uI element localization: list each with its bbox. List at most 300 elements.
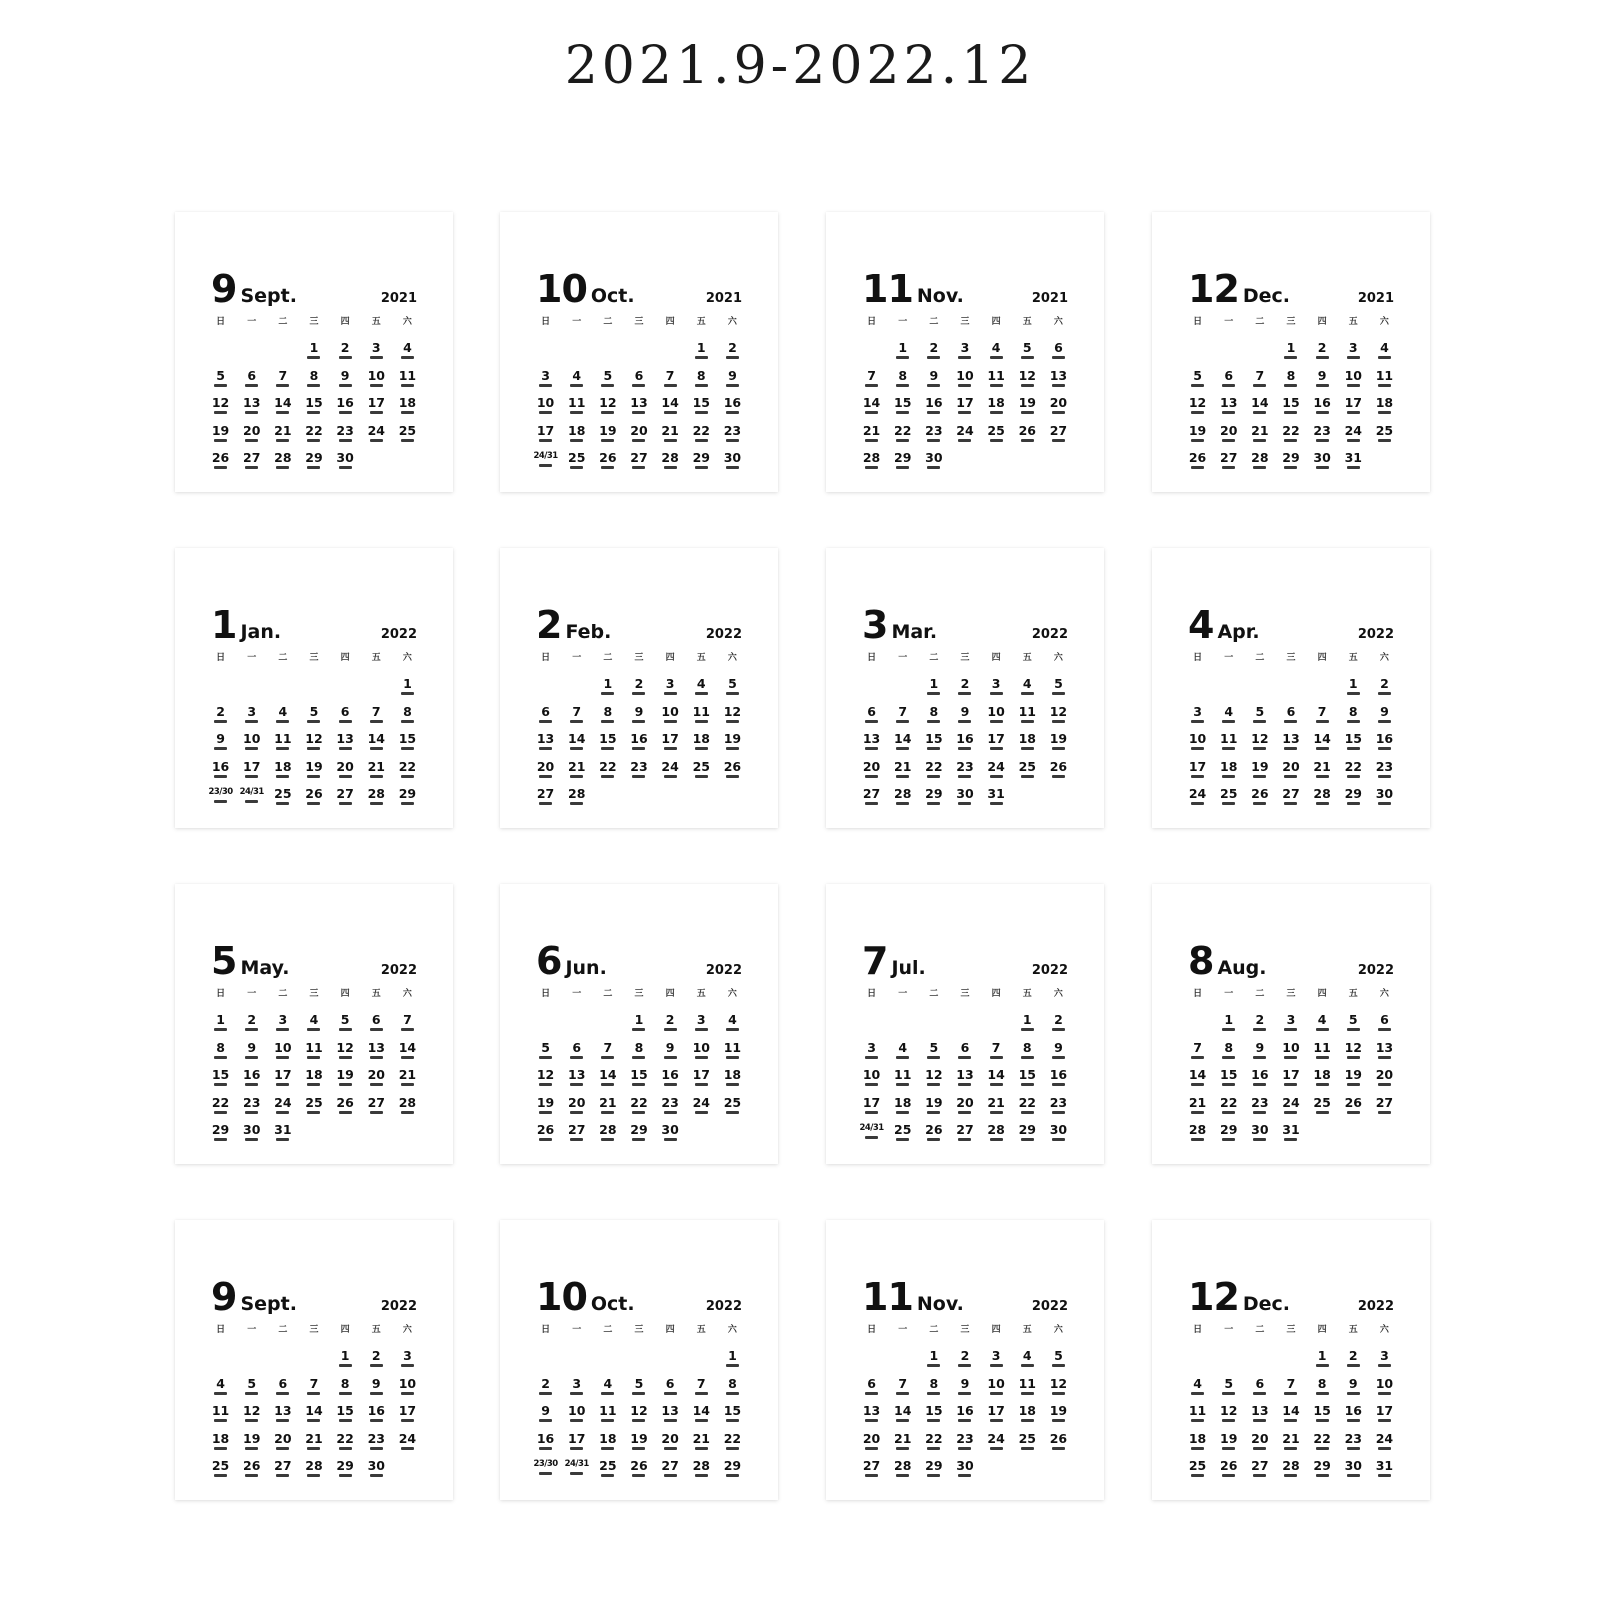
weekday-label: 日 xyxy=(541,1325,551,1335)
day-cell xyxy=(1275,368,1306,395)
lunar-date-mark xyxy=(1253,1028,1266,1031)
month-header xyxy=(211,936,417,983)
weekday-label: 六 xyxy=(1379,317,1389,327)
day-cell xyxy=(1043,676,1074,703)
weekday-label: 四 xyxy=(665,653,675,663)
lunar-date-mark xyxy=(1347,775,1360,778)
lunar-date-mark xyxy=(896,1447,909,1450)
month-name: Jul. xyxy=(891,957,926,979)
lunar-date-mark xyxy=(570,384,583,387)
lunar-date-mark xyxy=(695,1056,708,1059)
week-row xyxy=(856,368,1074,395)
day-number: 18 xyxy=(894,1094,912,1110)
day-cell xyxy=(1043,1095,1074,1122)
day-number: 9 xyxy=(634,703,644,719)
day-number: 31 xyxy=(1375,1458,1394,1473)
day-number: 13 xyxy=(1282,731,1300,746)
lunar-date-mark xyxy=(339,411,352,414)
day-cell xyxy=(1338,1095,1369,1122)
day-number: 11 xyxy=(987,367,1005,383)
lunar-date-mark xyxy=(927,356,940,359)
day-number: 10 xyxy=(1188,731,1207,746)
lunar-date-mark xyxy=(958,720,971,723)
week-row xyxy=(856,340,1074,367)
month-card xyxy=(175,548,453,828)
day-cell xyxy=(623,676,654,703)
day-cell xyxy=(949,676,980,703)
lunar-date-mark xyxy=(1284,1056,1297,1059)
month-header xyxy=(862,600,1068,647)
day-cell xyxy=(1244,1040,1275,1067)
day-number: 2 xyxy=(340,340,350,355)
day-number: 24 xyxy=(1188,786,1207,801)
day-number: 21 xyxy=(692,1430,710,1446)
lunar-date-mark xyxy=(1021,1364,1034,1367)
day-cell xyxy=(918,731,949,758)
day-cell xyxy=(1275,759,1306,786)
lunar-date-mark xyxy=(601,1111,614,1114)
day-number: 28 xyxy=(274,450,292,465)
day-number: 17 xyxy=(987,1403,1005,1418)
week-row xyxy=(856,1067,1074,1094)
day-cell xyxy=(1244,368,1275,395)
day-number: 18 xyxy=(599,1430,617,1446)
weekday-label: 日 xyxy=(216,653,226,663)
day-cell xyxy=(949,1348,980,1375)
lunar-date-mark xyxy=(1191,1056,1204,1059)
day-number: 24 xyxy=(987,1430,1005,1446)
day-cell xyxy=(1213,704,1244,731)
day-cell xyxy=(592,1122,623,1149)
day-number: 25 xyxy=(1188,1458,1207,1473)
lunar-date-mark xyxy=(726,439,739,442)
week-row xyxy=(856,1403,1074,1430)
day-number: 17 xyxy=(1344,395,1362,410)
lunar-date-mark xyxy=(401,439,414,442)
lunar-date-mark xyxy=(990,692,1003,695)
day-number: 9 xyxy=(665,1039,675,1055)
weekday-label: 二 xyxy=(929,653,939,663)
day-cell xyxy=(298,1067,329,1094)
day-number: 24/31 xyxy=(859,1123,884,1133)
day-number: 14 xyxy=(274,395,292,410)
day-cell xyxy=(887,395,918,422)
day-cell xyxy=(236,368,267,395)
month-name: Oct. xyxy=(590,1293,635,1315)
day-number: 20 xyxy=(630,422,648,438)
week-row xyxy=(856,1012,1074,1039)
month-header xyxy=(1188,264,1394,311)
weekday-label: 三 xyxy=(309,1325,319,1335)
day-number: 29 xyxy=(1018,1122,1036,1137)
day-cell xyxy=(530,1095,561,1122)
weekday-label: 五 xyxy=(1348,653,1358,663)
day-cell xyxy=(949,1122,980,1149)
day-number: 5 xyxy=(1224,1375,1234,1391)
day-cell xyxy=(392,759,423,786)
lunar-date-mark xyxy=(539,720,552,723)
lunar-date-mark xyxy=(896,802,909,805)
lunar-date-mark xyxy=(570,747,583,750)
day-number: 26 xyxy=(630,1458,648,1473)
day-cell xyxy=(856,759,887,786)
lunar-date-mark xyxy=(1222,384,1235,387)
weekday-label: 二 xyxy=(929,989,939,999)
lunar-date-mark xyxy=(664,1419,677,1422)
day-cell xyxy=(887,1095,918,1122)
day-number: 26 xyxy=(925,1122,943,1137)
lunar-date-mark xyxy=(927,775,940,778)
lunar-date-mark xyxy=(990,1056,1003,1059)
lunar-date-mark xyxy=(401,1083,414,1086)
day-cell xyxy=(949,704,980,731)
day-cell xyxy=(361,368,392,395)
lunar-date-mark xyxy=(601,1419,614,1422)
day-number: 7 xyxy=(403,1012,412,1027)
lunar-date-mark xyxy=(245,1028,258,1031)
weekday-label: 二 xyxy=(603,989,613,999)
lunar-date-mark xyxy=(726,775,739,778)
day-number: 24 xyxy=(1282,1094,1300,1110)
day-number: 19 xyxy=(1188,422,1207,438)
lunar-date-mark xyxy=(245,775,258,778)
day-cell xyxy=(1275,676,1306,703)
lunar-date-mark xyxy=(664,439,677,442)
day-number: 17 xyxy=(956,395,974,410)
day-cell xyxy=(267,731,298,758)
lunar-date-mark xyxy=(1191,747,1204,750)
day-cell xyxy=(205,1095,236,1122)
lunar-date-mark xyxy=(1021,692,1034,695)
day-cell xyxy=(392,423,423,450)
day-number: 13 xyxy=(243,395,261,410)
lunar-date-mark xyxy=(865,384,878,387)
weekday-label: 四 xyxy=(1317,317,1327,327)
day-cell xyxy=(361,704,392,731)
day-cell xyxy=(623,1348,654,1375)
day-cell xyxy=(981,1403,1012,1430)
day-cell xyxy=(1012,450,1043,477)
month-year: 2022 xyxy=(705,1299,742,1314)
lunar-date-mark xyxy=(695,411,708,414)
day-cell xyxy=(1369,1095,1400,1122)
week-row xyxy=(856,759,1074,786)
day-cell xyxy=(561,731,592,758)
week-row xyxy=(1182,1040,1400,1067)
day-number: 28 xyxy=(398,1094,417,1110)
day-cell xyxy=(361,676,392,703)
day-cell xyxy=(623,1012,654,1039)
lunar-date-mark xyxy=(1052,720,1065,723)
day-number: 18 xyxy=(987,395,1005,410)
day-number: 26 xyxy=(1018,422,1036,438)
week-row xyxy=(856,704,1074,731)
lunar-date-mark xyxy=(632,1392,645,1395)
day-number: 23/30 xyxy=(533,1459,558,1469)
day-cell xyxy=(530,759,561,786)
day-number: 11 xyxy=(1220,731,1238,746)
day-number: 13 xyxy=(862,731,881,746)
day-cell xyxy=(361,1095,392,1122)
month-name: Sept. xyxy=(240,1293,297,1315)
day-cell xyxy=(361,1012,392,1039)
day-cell xyxy=(592,1348,623,1375)
day-cell xyxy=(330,423,361,450)
week-row xyxy=(856,786,1074,813)
day-number: 15 xyxy=(1313,1403,1331,1418)
lunar-date-mark xyxy=(339,1474,352,1477)
day-cell xyxy=(1369,1122,1400,1149)
day-number: 4 xyxy=(1380,340,1389,355)
day-cell xyxy=(1275,1122,1306,1149)
weekday-label: 五 xyxy=(1022,1325,1032,1335)
day-number: 3 xyxy=(696,1012,706,1027)
day-cell xyxy=(887,704,918,731)
day-number: 20 xyxy=(536,758,555,774)
day-number: 5 xyxy=(634,1375,644,1391)
day-cell xyxy=(717,1122,748,1149)
day-number: 6 xyxy=(665,1375,675,1391)
day-number: 7 xyxy=(696,1375,706,1391)
day-cell xyxy=(205,731,236,758)
day-number: 25 xyxy=(894,1122,912,1137)
day-number: 12 xyxy=(630,1403,648,1418)
day-cell xyxy=(1213,786,1244,813)
day-cell xyxy=(1182,704,1213,731)
day-cell xyxy=(1182,450,1213,477)
week-row xyxy=(530,1012,748,1039)
day-cell xyxy=(686,1122,717,1149)
day-number: 2 xyxy=(541,1375,550,1391)
month-header xyxy=(536,936,742,983)
day-number: 12 xyxy=(1018,367,1036,383)
lunar-date-mark xyxy=(990,356,1003,359)
day-number: 15 xyxy=(305,395,323,410)
lunar-date-mark xyxy=(276,1083,289,1086)
lunar-date-mark xyxy=(1284,439,1297,442)
day-number: 29 xyxy=(925,786,943,801)
day-number: 3 xyxy=(371,340,381,355)
week-row xyxy=(205,450,423,477)
day-cell xyxy=(267,1067,298,1094)
lunar-date-mark xyxy=(927,1392,940,1395)
lunar-date-mark xyxy=(1316,747,1329,750)
month-number xyxy=(211,603,282,647)
day-number: 10 xyxy=(398,1375,417,1391)
day-cell xyxy=(981,340,1012,367)
day-cell xyxy=(1275,1376,1306,1403)
day-number: 6 xyxy=(960,1039,970,1055)
day-number: 28 xyxy=(1188,1122,1207,1137)
month-number xyxy=(1188,939,1267,983)
day-number: 8 xyxy=(728,1375,737,1391)
day-cell xyxy=(1043,450,1074,477)
day-cell xyxy=(981,1348,1012,1375)
day-cell xyxy=(267,1458,298,1485)
lunar-date-mark xyxy=(896,1392,909,1395)
lunar-date-mark xyxy=(896,384,909,387)
day-cell xyxy=(361,1376,392,1403)
day-number: 17 xyxy=(692,1067,710,1082)
day-number: 13 xyxy=(336,731,354,746)
lunar-date-mark xyxy=(865,439,878,442)
day-number: 16 xyxy=(1313,395,1331,410)
lunar-date-mark xyxy=(1253,720,1266,723)
lunar-date-mark xyxy=(307,775,320,778)
day-number: 6 xyxy=(541,703,550,719)
day-number: 19 xyxy=(336,1067,354,1082)
day-number: 20 xyxy=(568,1094,586,1110)
day-cell xyxy=(205,1067,236,1094)
day-cell xyxy=(1369,368,1400,395)
lunar-date-mark xyxy=(1052,1138,1065,1141)
lunar-date-mark xyxy=(1191,411,1204,414)
lunar-date-mark xyxy=(401,1111,414,1114)
weekday-label: 六 xyxy=(727,653,737,663)
day-cell xyxy=(1307,1067,1338,1094)
week-row xyxy=(1182,1012,1400,1039)
weekday-label: 二 xyxy=(278,653,288,663)
lunar-date-mark xyxy=(896,747,909,750)
lunar-date-mark xyxy=(1253,1392,1266,1395)
lunar-date-mark xyxy=(401,384,414,387)
day-number: 26 xyxy=(1220,1458,1238,1473)
lunar-date-mark xyxy=(726,1083,739,1086)
day-number: 30 xyxy=(723,450,742,465)
lunar-date-mark xyxy=(1021,1419,1034,1422)
lunar-date-mark xyxy=(664,1083,677,1086)
day-cell xyxy=(267,1376,298,1403)
weekday-label: 五 xyxy=(371,1325,381,1335)
lunar-date-mark xyxy=(370,1392,383,1395)
lunar-date-mark xyxy=(632,411,645,414)
day-cell xyxy=(1275,1067,1306,1094)
day-number: 15 xyxy=(1282,395,1300,410)
lunar-date-mark xyxy=(307,356,320,359)
day-number: 28 xyxy=(1282,1458,1300,1473)
day-cell xyxy=(592,704,623,731)
lunar-date-mark xyxy=(695,1419,708,1422)
week-row xyxy=(856,1095,1074,1122)
lunar-date-mark xyxy=(990,1392,1003,1395)
day-number: 12 xyxy=(1251,731,1269,746)
weekday-header xyxy=(205,986,423,999)
day-number: 21 xyxy=(305,1430,323,1446)
day-number: 2 xyxy=(634,676,644,691)
lunar-date-mark xyxy=(339,1419,352,1422)
day-number: 15 xyxy=(1220,1067,1238,1082)
lunar-date-mark xyxy=(896,1111,909,1114)
day-cell xyxy=(1275,1458,1306,1485)
day-number: 27 xyxy=(274,1458,292,1473)
lunar-date-mark xyxy=(958,439,971,442)
lunar-date-mark xyxy=(1378,356,1391,359)
month-name: Jan. xyxy=(240,621,282,643)
day-cell xyxy=(655,1431,686,1458)
lunar-date-mark xyxy=(370,747,383,750)
day-cell xyxy=(330,1095,361,1122)
month-card xyxy=(1152,884,1430,1164)
weekday-label: 六 xyxy=(1379,653,1389,663)
day-cell xyxy=(298,704,329,731)
lunar-date-mark xyxy=(307,1392,320,1395)
day-cell xyxy=(918,1458,949,1485)
day-cell xyxy=(1213,676,1244,703)
day-number: 22 xyxy=(925,1430,943,1446)
day-number: 21 xyxy=(1251,422,1269,438)
day-number: 14 xyxy=(894,731,912,746)
weekday-label: 日 xyxy=(867,989,877,999)
day-cell xyxy=(1182,1431,1213,1458)
day-cell xyxy=(1213,1095,1244,1122)
lunar-date-mark xyxy=(664,466,677,469)
lunar-date-mark xyxy=(865,1474,878,1477)
lunar-date-mark xyxy=(632,1419,645,1422)
lunar-date-mark xyxy=(927,692,940,695)
day-cell xyxy=(298,676,329,703)
day-cell xyxy=(361,423,392,450)
day-cell xyxy=(1369,340,1400,367)
day-cell xyxy=(330,1458,361,1485)
lunar-date-mark xyxy=(1222,720,1235,723)
weekday-label: 五 xyxy=(696,317,706,327)
day-cell xyxy=(1043,1376,1074,1403)
day-number: 11 xyxy=(305,1039,323,1055)
week-row xyxy=(1182,423,1400,450)
lunar-date-mark xyxy=(927,1447,940,1450)
lunar-date-mark xyxy=(726,1392,739,1395)
day-cell xyxy=(887,423,918,450)
lunar-date-mark xyxy=(570,1392,583,1395)
lunar-date-mark xyxy=(570,466,583,469)
lunar-date-mark xyxy=(1052,1083,1065,1086)
lunar-date-mark xyxy=(214,466,227,469)
day-cell xyxy=(949,1431,980,1458)
day-number: 28 xyxy=(894,1458,912,1473)
day-number: 20 xyxy=(956,1094,974,1110)
day-number: 16 xyxy=(723,395,742,410)
lunar-date-mark xyxy=(1378,1056,1391,1059)
day-number: 18 xyxy=(1188,1430,1207,1446)
lunar-date-mark xyxy=(539,1083,552,1086)
weekday-label: 一 xyxy=(1224,653,1234,663)
lunar-date-mark xyxy=(1222,1083,1235,1086)
day-cell xyxy=(918,1122,949,1149)
lunar-date-mark xyxy=(307,1447,320,1450)
day-number: 29 xyxy=(1220,1122,1238,1137)
lunar-date-mark xyxy=(1316,439,1329,442)
day-cell xyxy=(1182,731,1213,758)
lunar-date-mark xyxy=(865,747,878,750)
lunar-date-mark xyxy=(1378,1028,1391,1031)
weekday-label: 三 xyxy=(1286,317,1296,327)
day-cell xyxy=(949,1458,980,1485)
day-number: 9 xyxy=(728,367,737,383)
day-cell xyxy=(949,1095,980,1122)
weekday-label: 三 xyxy=(309,989,319,999)
weekday-label: 日 xyxy=(541,989,551,999)
day-number: 5 xyxy=(247,1375,257,1391)
lunar-date-mark xyxy=(990,802,1003,805)
day-cell xyxy=(392,368,423,395)
day-cell xyxy=(887,1403,918,1430)
day-number: 30 xyxy=(367,1458,385,1473)
day-cell xyxy=(1182,676,1213,703)
weekday-label: 日 xyxy=(1193,653,1203,663)
day-number: 3 xyxy=(1286,1012,1296,1027)
lunar-date-mark xyxy=(726,1447,739,1450)
day-cell xyxy=(330,368,361,395)
